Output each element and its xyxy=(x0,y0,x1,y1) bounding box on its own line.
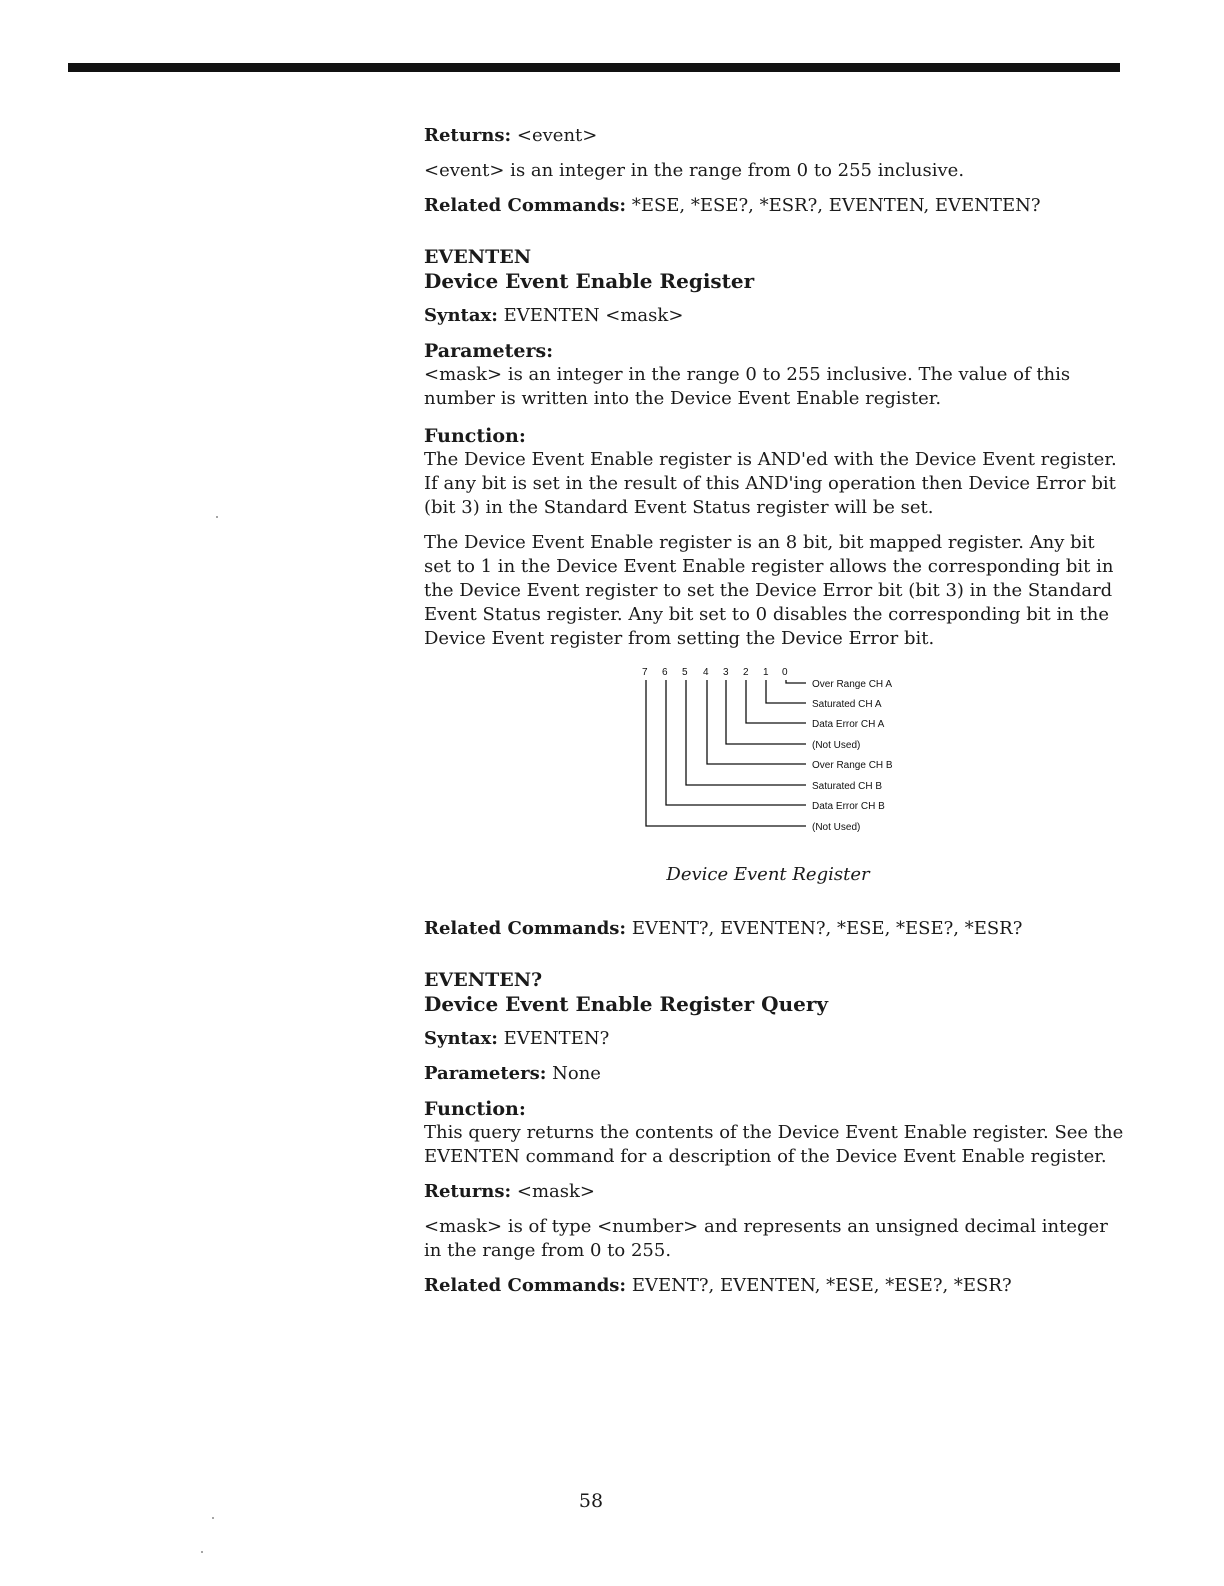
bit-label-5: 5 xyxy=(682,667,688,678)
related-value: EVENT?, EVENTEN, *ESE, *ESE?, *ESR? xyxy=(631,1275,1012,1296)
related-value: *ESE, *ESE?, *ESR?, EVENTEN, EVENTEN? xyxy=(631,195,1041,216)
returns-label: Returns: xyxy=(424,1181,512,1202)
mask-description: <mask> is of type <number> and represents an unsigned decimal integer in the range from 0 to 255. xyxy=(424,1216,1108,1261)
eventen-query-function-heading: Function: xyxy=(424,1098,526,1120)
returns-line xyxy=(424,124,1124,148)
eventen-parameters-heading: Parameters: xyxy=(424,340,554,362)
related-label: Related Commands: xyxy=(424,195,627,216)
eventen-query-returns-line xyxy=(424,1180,1124,1204)
syntax-value: EVENTEN? xyxy=(503,1028,610,1049)
bit-label-7: 7 xyxy=(642,667,648,678)
eventen-query-command-title: Device Event Enable Register Query xyxy=(424,992,828,1016)
related-commands-line xyxy=(424,194,1124,218)
bit-6-leader xyxy=(666,680,806,805)
bit-label-4: 4 xyxy=(703,667,709,678)
bit-label-1: 1 xyxy=(763,667,769,678)
scan-speck xyxy=(212,1517,214,1519)
bit-2-leader xyxy=(746,680,806,723)
eventen-function-paragraph-1: The Device Event Enable register is AND'ed with the Device Event register. If any bit is set in the result of this AND'ing operation then Device Error bit (bit 3) in the Standard Event Status register will be set. xyxy=(424,449,1117,518)
bit-0-description: Over Range CH A xyxy=(812,679,893,690)
bit-4-leader xyxy=(707,680,806,764)
scan-speck xyxy=(216,516,218,518)
device-event-register-diagram xyxy=(424,661,1124,851)
returns-value: <event> xyxy=(516,125,598,146)
returns-label: Returns: xyxy=(424,125,512,146)
returns-value: <mask> xyxy=(516,1181,596,1202)
parameters-label: Parameters: xyxy=(424,1063,547,1084)
bit-map-diagram xyxy=(424,661,1124,851)
bit-6-description: Data Error CH B xyxy=(812,801,885,812)
eventen-query-function-text: This query returns the contents of the Device Event Enable register. See the EVENTEN command for a description of the Device Event Enable register. xyxy=(424,1122,1124,1167)
eventen-query-related-commands-line xyxy=(424,1274,1124,1298)
bit-4-description: Over Range CH B xyxy=(812,760,893,771)
parameters-value: None xyxy=(552,1063,601,1084)
syntax-value: EVENTEN <mask> xyxy=(503,305,684,326)
eventen-function-heading: Function: xyxy=(424,425,526,447)
bit-1-description: Saturated CH A xyxy=(812,699,882,710)
related-value: EVENT?, EVENTEN?, *ESE, *ESE?, *ESR? xyxy=(631,918,1023,939)
diagram-caption: Device Event Register xyxy=(666,864,870,885)
eventen-function-paragraph-2: The Device Event Enable register is an 8 bit, bit mapped register. Any bit set to 1 in the Device Event Enable register allows the corresponding bit in the Device Event register to set the Device Error bit (bit 3) in the Standard Event Status register. Any bit set to 0 disables the corresponding bit in the Device Event register from setting the Device Error bit. xyxy=(424,532,1114,649)
scan-speck xyxy=(201,1551,203,1553)
event-description: <event> is an integer in the range from 0 to 255 inclusive. xyxy=(424,160,965,181)
eventen-command-title: Device Event Enable Register xyxy=(424,269,755,293)
bit-label-6: 6 xyxy=(662,667,668,678)
bit-label-0: 0 xyxy=(782,667,788,678)
page-content xyxy=(424,124,1124,1298)
eventen-related-commands-line xyxy=(424,917,1124,941)
eventen-command-name: EVENTEN xyxy=(424,246,532,268)
bit-3-description: (Not Used) xyxy=(812,740,861,751)
eventen-parameters-text: <mask> is an integer in the range 0 to 255 inclusive. The value of this number is written into the Device Event Enable register. xyxy=(424,364,1071,409)
related-label: Related Commands: xyxy=(424,1275,627,1296)
page-number: 58 xyxy=(578,1490,604,1512)
bit-0-leader xyxy=(786,680,806,683)
related-label: Related Commands: xyxy=(424,918,627,939)
syntax-label: Syntax: xyxy=(424,305,498,326)
eventen-query-command-name: EVENTEN? xyxy=(424,969,543,991)
bit-5-description: Saturated CH B xyxy=(812,781,883,792)
bit-label-2: 2 xyxy=(743,667,749,678)
bit-label-3: 3 xyxy=(723,667,729,678)
eventen-query-parameters-line xyxy=(424,1062,1124,1086)
eventen-query-syntax-line xyxy=(424,1027,1124,1051)
bit-7-description: (Not Used) xyxy=(812,822,861,833)
syntax-label: Syntax: xyxy=(424,1028,498,1049)
bit-2-description: Data Error CH A xyxy=(812,719,885,730)
top-rule xyxy=(68,63,1120,72)
eventen-syntax-line xyxy=(424,304,1124,328)
